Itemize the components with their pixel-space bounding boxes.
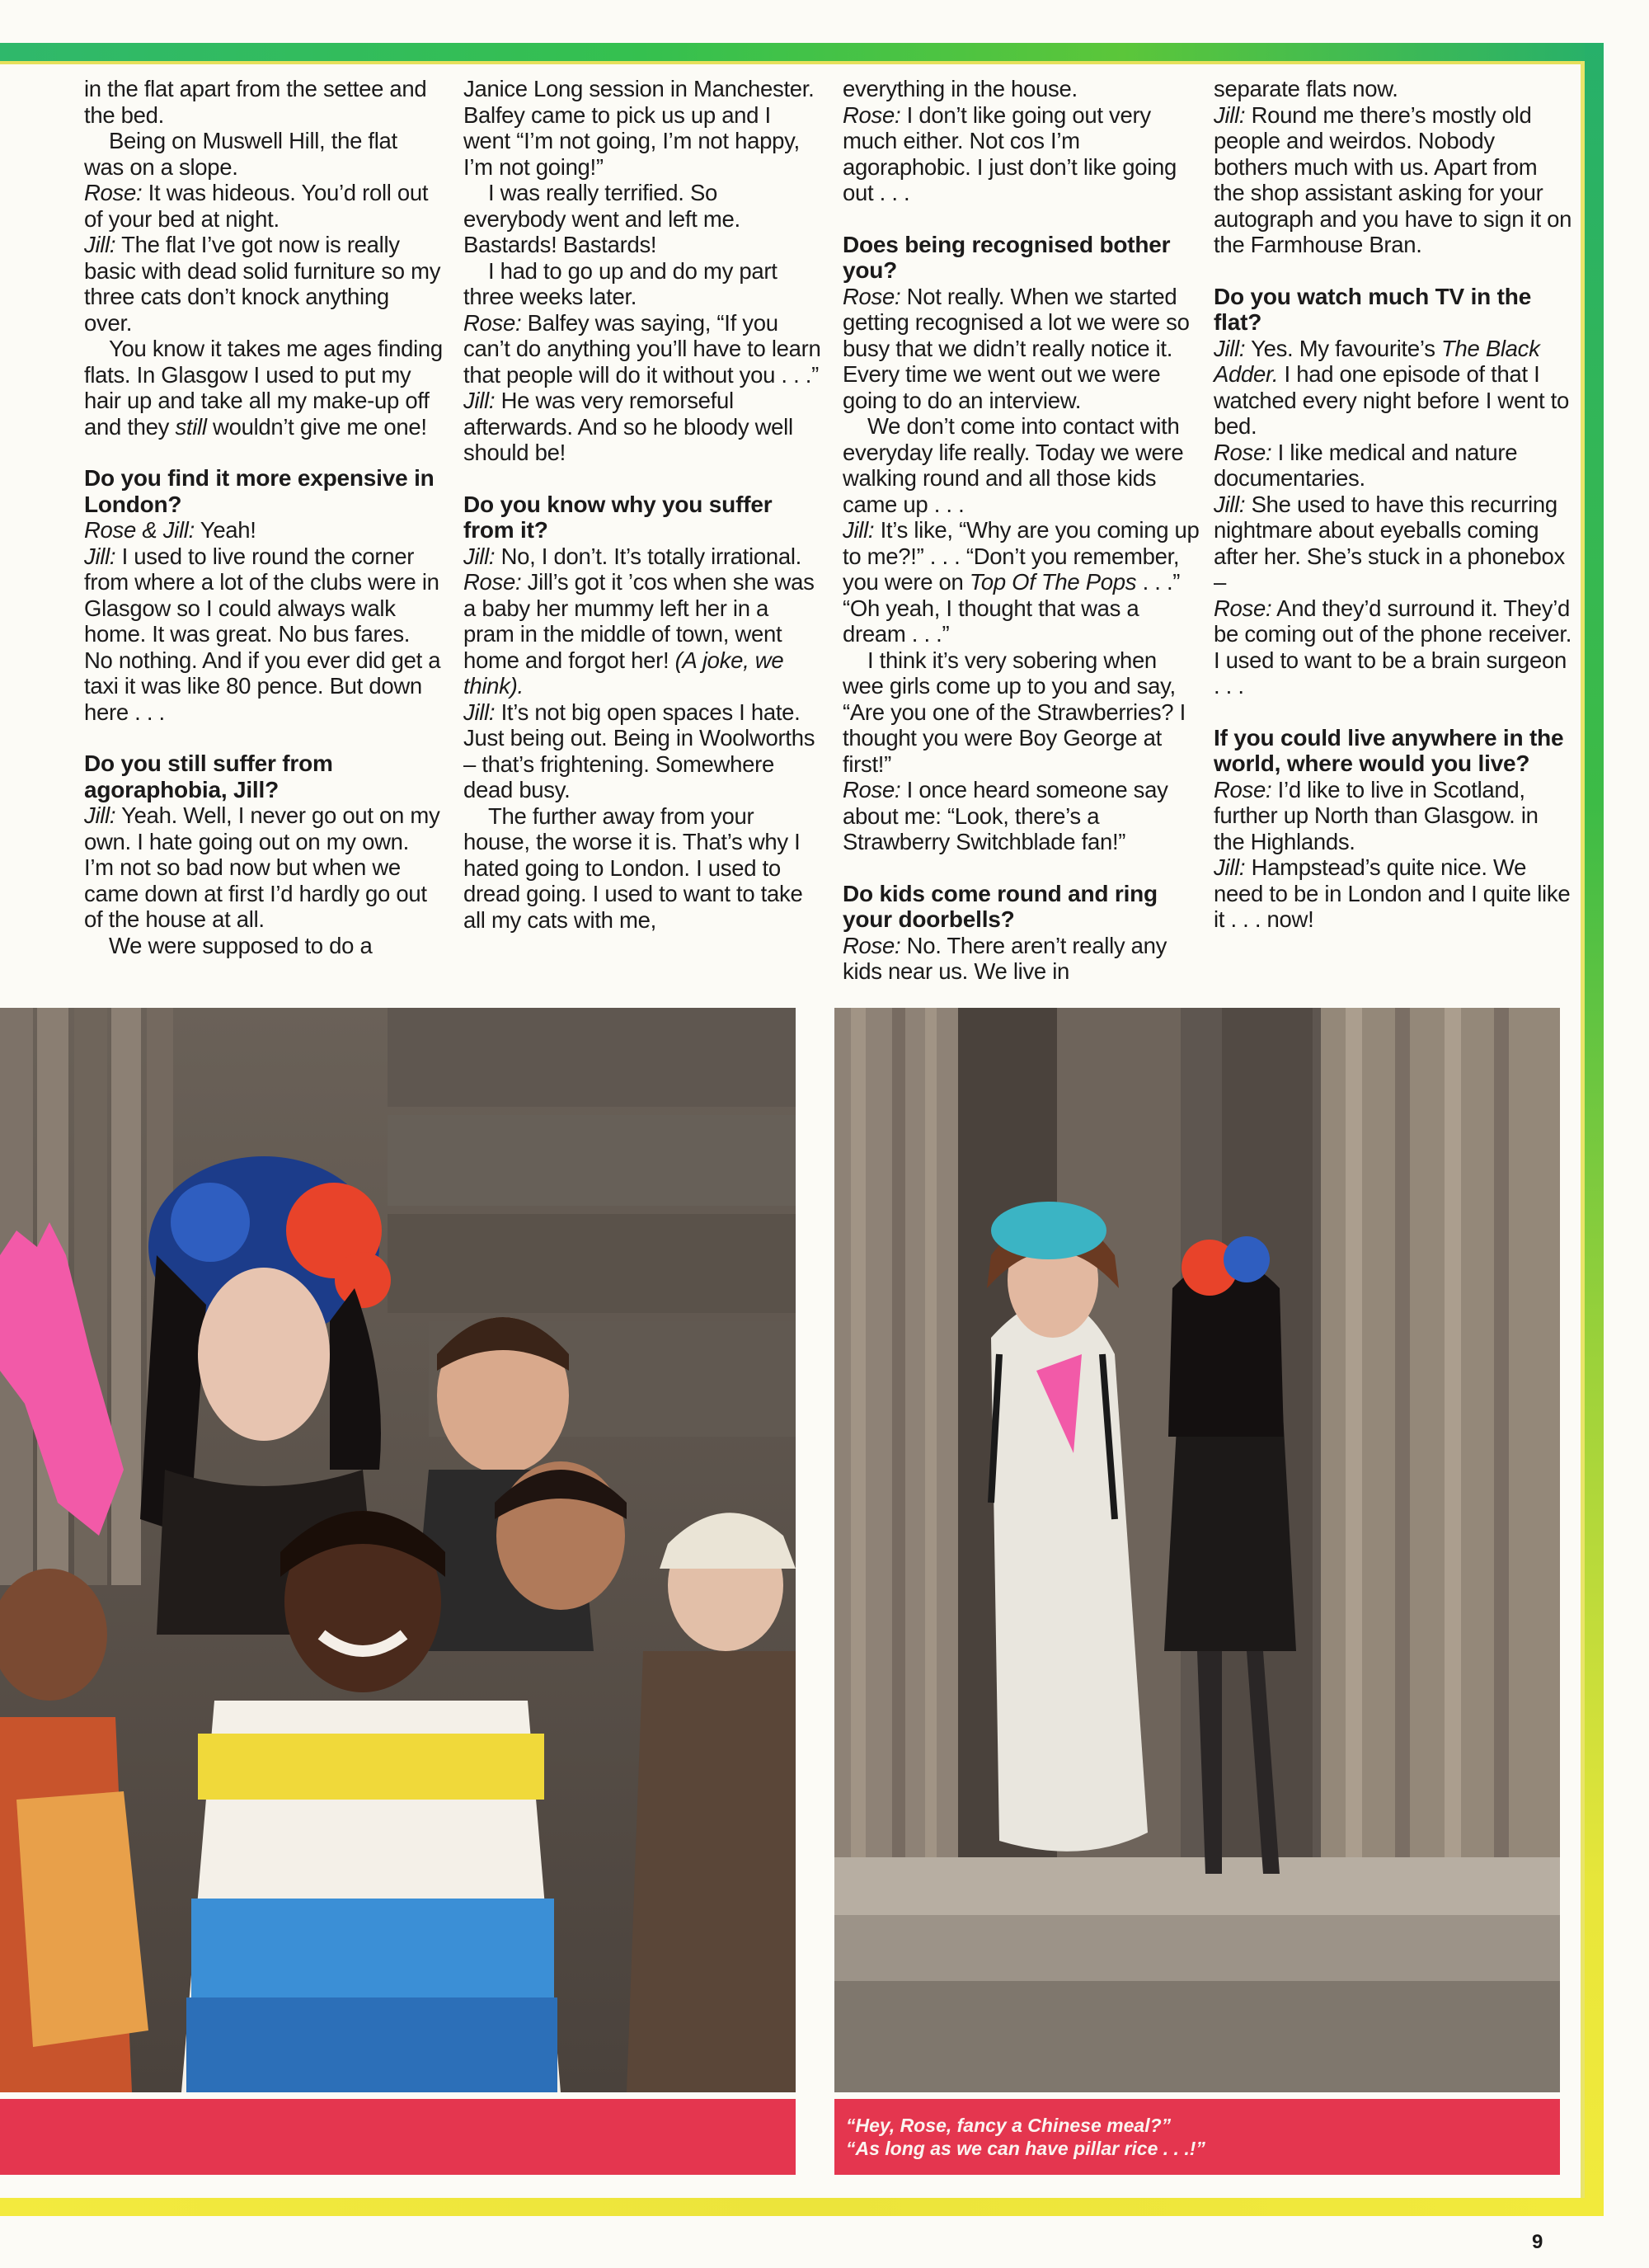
paragraph: separate flats now. <box>1214 76 1398 101</box>
paragraph-text: Yeah! <box>194 517 256 543</box>
paragraph-text: I had one episode of that I watched every night before I went to bed. <box>1214 361 1569 439</box>
speaker-label: Rose: <box>843 101 901 128</box>
interview-question: Do you watch much TV in the flat? <box>1214 283 1532 335</box>
frame-top-border <box>0 43 1604 61</box>
interview-question: Does being recognised bother you? <box>843 231 1171 283</box>
paragraph-text: Yeah. Well, I never go out on my own. I hate going out on my own. I’m not so bad now but when we came down at first I’d hardly go out of the house at all. <box>84 802 440 932</box>
paragraph <box>843 284 1201 414</box>
speaker-label: Rose: <box>843 777 901 802</box>
paragraph <box>1214 336 1572 440</box>
speaker-label: Rose: <box>1214 439 1272 465</box>
paragraph-text: Round me there’s mostly old people and weirdos. Nobody bothers much with us. Apart from the shop assistant asking for your autograph and you have to sign it on the Farmhouse Bran. <box>1214 101 1572 257</box>
paragraph-text: I’d like to live in Scotland, further up North than Glasgow. in the Highlands. <box>1214 776 1539 854</box>
paragraph-text: And they’d surround it. They’d be coming out of the phone receiver. I used to want to be a brain surgeon . . . <box>1214 595 1572 699</box>
speaker-label: Jill: <box>84 802 116 828</box>
paragraph-text: Jill’s got it ’cos when she was a baby her mummy left her in a pram in the middle of town, went home and forgot her! <box>463 569 815 673</box>
paragraph: I had to go up and do my part three weeks later. <box>463 257 778 309</box>
speaker-label: Jill: <box>1214 335 1246 361</box>
paragraph-text: Not really. When we started getting recognised a lot we were so busy that we didn’t really notice it. Every time we went out we were going to do an interview. <box>843 283 1190 413</box>
paragraph <box>463 388 822 466</box>
paragraph <box>1214 854 1572 933</box>
paragraph <box>1214 102 1572 258</box>
paragraph-text: Balfey was saying, “If you can’t do anything you’ll have to learn that people will do it without you . . .” <box>463 309 821 388</box>
interview-question: Do you find it more expensive in London? <box>84 465 435 517</box>
paragraph <box>843 777 1201 855</box>
paragraph <box>1214 595 1572 699</box>
paragraph <box>463 699 822 803</box>
paragraph: I think it’s very sobering when wee girls come up to you and say, “Are you one of the Strawberries? I thought you were Boy George at first!” <box>843 647 1186 777</box>
speaker-label: Rose: <box>1214 776 1272 802</box>
paragraph <box>84 802 443 933</box>
paragraph <box>84 232 443 336</box>
frame-inner-line-right <box>1581 61 1585 2198</box>
paragraph-text: I don’t like going out very much either. Not cos I’m agoraphobic. I just don’t like going out . . . <box>843 101 1177 205</box>
speaker-label: Rose: <box>463 309 522 336</box>
paragraph: We were supposed to do a <box>109 932 373 958</box>
speaker-label: Jill: <box>84 232 116 257</box>
photo-caption-line-1: “Hey, Rose, fancy a Chinese meal?” <box>846 2115 1172 2136</box>
speaker-label: Rose: <box>463 569 522 595</box>
frame-right-border <box>1585 43 1604 2216</box>
paragraph <box>463 543 822 570</box>
paragraph-text: It was hideous. You’d roll out of your bed at night. <box>84 180 429 232</box>
paragraph-text: Yes. My favourite’s <box>1245 335 1441 361</box>
paragraph: Being on Muswell Hill, the flat was on a slope. <box>84 128 397 180</box>
speaker-label: Jill: <box>84 543 116 569</box>
speaker-label: Rose: <box>1214 595 1272 621</box>
emphasis-text: (A joke, we think). <box>463 647 784 699</box>
speaker-label: Jill: <box>1214 491 1246 517</box>
paragraph-text: No, I don’t. It’s totally irrational. <box>495 543 801 569</box>
frame-bottom-border <box>0 2198 1604 2216</box>
paragraph-text: It’s like, “Why are you coming up to me?!” . . . “Don’t you remember, you were on <box>843 517 1200 595</box>
caption-strip-left <box>0 2099 796 2175</box>
speaker-label: Jill: <box>1214 854 1246 880</box>
interview-question: Do kids come round and ring your doorbells? <box>843 880 1158 932</box>
page-number: 9 <box>1532 2231 1543 2253</box>
paragraph <box>84 180 443 232</box>
paragraph: We don’t come into contact with everyday life really. Today we were walking round and all those kids came up . . . <box>843 413 1184 517</box>
paragraph: I was really terrified. So everybody went and left me. Bastards! Bastards! <box>463 180 740 257</box>
paragraph <box>84 517 443 543</box>
paragraph <box>84 543 443 726</box>
paragraph-text: I like medical and nature documentaries. <box>1214 439 1518 491</box>
article-column-1 <box>84 76 443 958</box>
paragraph-text: . . .” “Oh yeah, I thought that was a dream . . .” <box>843 569 1181 647</box>
paragraph-text: It’s not big open spaces I hate. Just being out. Being in Woolworths – that’s frightening. Somewhere dead busy. <box>463 699 815 802</box>
article-column-2 <box>463 76 822 933</box>
paragraph <box>843 933 1201 985</box>
paragraph-text: The flat I’ve got now is really basic with dead solid furniture so my three cats don’t knock anything over. <box>84 232 441 336</box>
interview-question: Do you know why you suffer from it? <box>463 491 773 543</box>
paragraph <box>843 517 1201 647</box>
paragraph-text: He was very remorseful afterwards. And so he bloody well should be! <box>463 388 793 465</box>
caption-strip-right <box>834 2099 1560 2175</box>
photo-caption-line-2: “As long as we can have pillar rice . . .!” <box>846 2138 1205 2159</box>
paragraph <box>1214 492 1572 595</box>
emphasis-text: The Black Adder. <box>1214 335 1540 387</box>
emphasis-text: Top Of The Pops <box>969 569 1137 595</box>
paragraph-text: Hampstead’s quite nice. We need to be in London and I quite like it . . . now! <box>1214 854 1571 932</box>
paragraph <box>84 336 443 440</box>
paragraph <box>463 569 822 699</box>
speaker-label: Rose: <box>843 283 901 309</box>
interview-question: Do you still suffer from agoraphobia, Jill? <box>84 751 333 802</box>
article-column-4 <box>1214 76 1572 933</box>
speaker-label: Jill: <box>1214 101 1246 128</box>
emphasis-text: still <box>175 413 207 440</box>
frame-inner-line-top <box>0 61 1585 64</box>
speaker-label: Rose: <box>84 180 143 205</box>
speaker-label: Jill: <box>463 699 496 725</box>
paragraph <box>1214 777 1572 855</box>
paragraph: everything in the house. <box>843 76 1078 101</box>
speaker-label: Rose: <box>843 932 901 958</box>
speaker-label: Jill: <box>463 543 496 569</box>
paragraph: Janice Long session in Manchester. Balfey came to pick us up and I went “I’m not going, I’m not happy, I’m not going!” <box>463 76 815 180</box>
speaker-label: Jill: <box>463 388 496 413</box>
speaker-label: Jill: <box>843 517 875 543</box>
paragraph-text: wouldn’t give me one! <box>206 413 427 440</box>
paragraph: in the flat apart from the settee and the bed. <box>84 76 427 128</box>
paragraph-text: You know it takes me ages finding flats. In Glasgow I used to put my hair up and take all my make-up off and they <box>84 336 443 440</box>
speaker-label: Rose & Jill: <box>84 517 195 543</box>
paragraph-text: No. There aren’t really any kids near us. We live in <box>843 932 1167 984</box>
paragraph: The further away from your house, the worse it is. That’s why I hated going to London. I used to dread going. I used to want to take all my cats with me, <box>463 802 803 933</box>
paragraph-text: I used to live round the corner from where a lot of the clubs were in Glasgow so I could always walk home. It was great. No bus fares. No nothing. And if you ever did get a taxi it was like 80 pence. But down here . . . <box>84 543 441 725</box>
article-column-3 <box>843 76 1201 985</box>
photo-band-on-steps <box>834 1008 1560 2092</box>
paragraph <box>1214 440 1572 492</box>
paragraph <box>843 102 1201 206</box>
photo-band-with-children <box>0 1008 796 2092</box>
interview-question: If you could live anywhere in the world, where would you live? <box>1214 724 1564 776</box>
paragraph-text: I once heard someone say about me: “Look, there’s a Strawberry Switchblade fan!” <box>843 777 1168 854</box>
paragraph-text: She used to have this recurring nightmare about eyeballs coming after her. She’s stuck in a phonebox – <box>1214 491 1565 595</box>
paragraph <box>463 310 822 388</box>
